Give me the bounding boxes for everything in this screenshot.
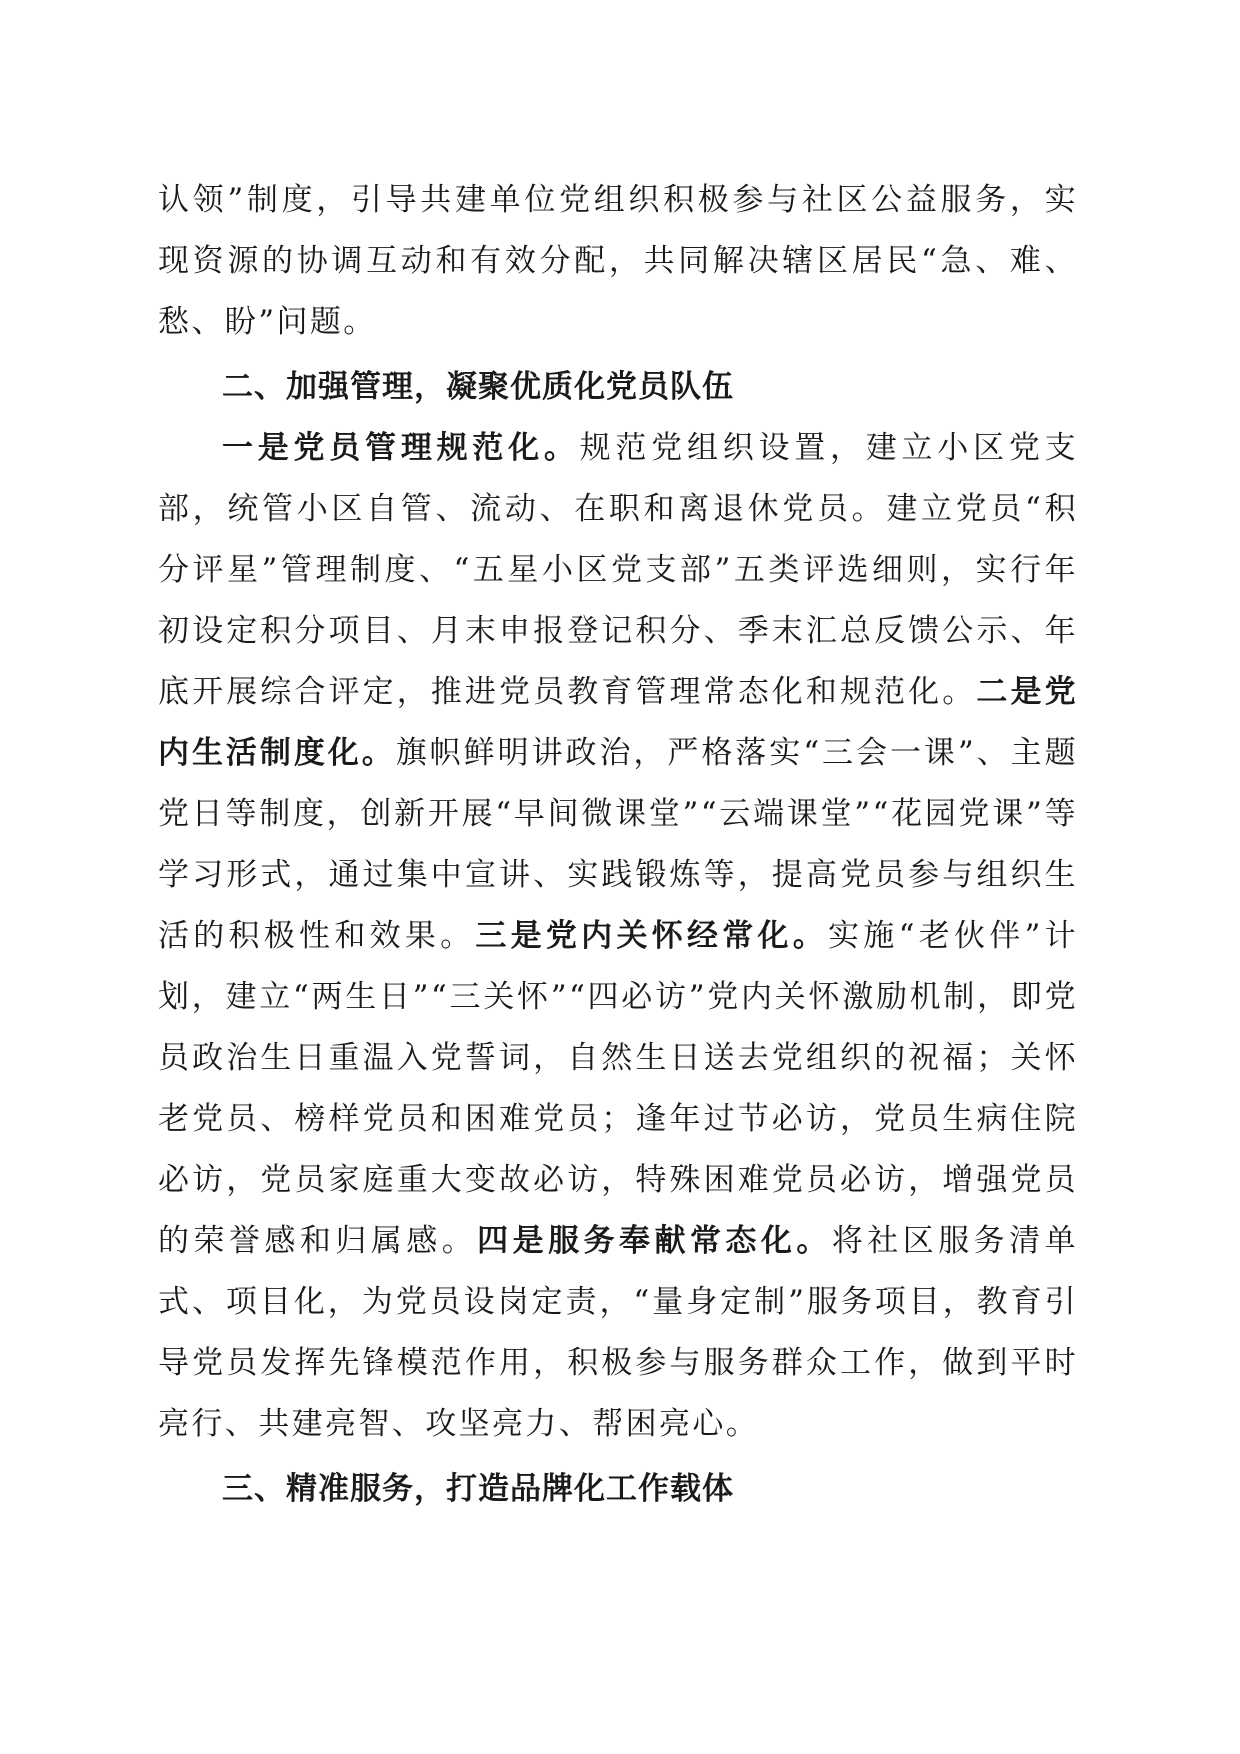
lead-phrase-3: 三是党内关怀经常化。 xyxy=(475,918,829,954)
paragraph-party-management xyxy=(158,418,1078,1455)
lead-phrase-4: 四是服务奉献常态化。 xyxy=(477,1223,832,1259)
paragraph-continuation: 认领”制度，引导共建单位党组织积极参与社区公益服务，实现资源的协调互动和有效分配，共同解决辖区居民“急、难、愁、盼”问题。 xyxy=(158,182,1078,340)
document-page xyxy=(158,170,1078,1520)
section-heading-2: 二、加强管理，凝聚优质化党员队伍 xyxy=(222,369,734,405)
paragraph-text-4: 将社区服务清单式、项目化，为党员设岗定责，“量身定制”服务项目，教育引导党员发挥先锋模范作用，积极参与服务群众工作，做到平时亮行、共建亮智、攻坚亮力、帮困亮心。 xyxy=(158,1223,1078,1442)
paragraph-text-2: 旗帜鲜明讲政治，严格落实“三会一课”、主题党日等制度，创新开展“早间微课堂”“云端课堂”“花园党课”等学习形式，通过集中宣讲、实践锻炼等，提高党员参与组织生活的积极性和效果。 xyxy=(158,735,1078,954)
paragraph-text-1: 规范党组织设置，建立小区党支部，统管小区自管、流动、在职和离退休党员。建立党员“积分评星”管理制度、“五星小区党支部”五类评选细则，实行年初设定积分项目、月末申报登记积分、季末汇总反馈公示、年底开展综合评定，推进党员教育管理常态化和规范化。 xyxy=(158,430,1078,710)
lead-phrase-1: 一是党员管理规范化。 xyxy=(222,430,580,466)
lead-phrase-2: 二是党内生活制度化。 xyxy=(158,674,1078,771)
paragraph-text-3: 实施“老伙伴”计划，建立“两生日”“三关怀”“四必访”党内关怀激励机制，即党员政治生日重温入党誓词，自然生日送去党组织的祝福；关怀老党员、榜样党员和困难党员；逢年过节必访，党员生病住院必访，党员家庭重大变故必访，特殊困难党员必访，增强党员的荣誉感和归属感。 xyxy=(158,918,1078,1259)
section-heading-3: 三、精准服务，打造品牌化工作载体 xyxy=(222,1471,734,1507)
